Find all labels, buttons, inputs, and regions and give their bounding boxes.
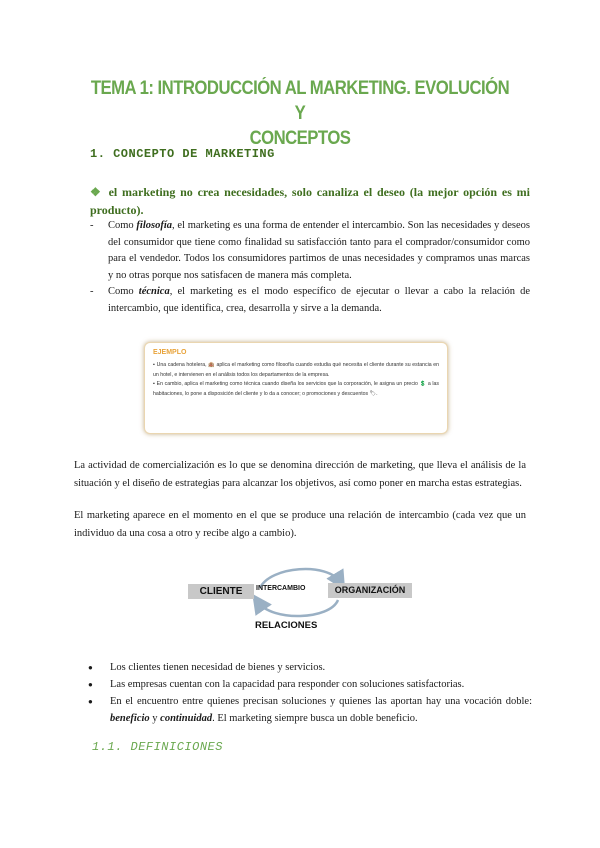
section-heading-concepto: 1. CONCEPTO DE MARKETING xyxy=(90,147,275,161)
example-card-body xyxy=(153,361,439,399)
term-continuidad: continuidad xyxy=(160,713,213,724)
diagram-box-cliente: CLIENTE xyxy=(188,584,254,599)
page-title-line1: TEMA 1: INTRODUCCIÓN AL MARKETING. EVOLUCIÓN Y xyxy=(90,78,510,124)
definition-filosofia-after: , el marketing es una forma de entender el intercambio. Son las necesidades y deseos del consumidor que tiene como finalidad su satisfacción tanto para el comprador/consumidor como para el vendedor. Todos los consumidores partimos de unas necesidades y compramos unas marcas y no otras porque nos satisfacen de manera más completa. xyxy=(108,220,530,281)
paragraph-direccion-marketing: La actividad de comercialización es lo que se denomina dirección de marketing, que lleva el análisis de la situación y el diseño de estrategias para alcanzar los objetivos, así como poner en marcha estas estrategias. xyxy=(74,460,526,489)
list-item-text-before: En el encuentro entre quienes precisan soluciones y quienes las aportan hay una vocación doble: xyxy=(110,696,532,707)
dash-marker: - xyxy=(90,220,94,231)
list-item-text-after: . El marketing siempre busca un doble beneficio. xyxy=(212,713,418,724)
diagram-label-intercambio: INTERCAMBIO xyxy=(256,585,306,592)
arrow-bottom xyxy=(258,600,338,616)
key-statement-text: el marketing no crea necesidades, solo canaliza el deseo (la mejor opción es mi producto). xyxy=(90,185,531,217)
paragraph-relacion-intercambio: El marketing aparece en el momento en el que se produce una relación de intercambio (cada vez que un individuo da una cosa a otro y recibe algo a cambio). xyxy=(74,510,526,539)
term-tecnica: técnica xyxy=(138,286,170,297)
example-card xyxy=(144,342,448,434)
definition-tecnica xyxy=(90,284,530,317)
example-card-line2: ▪ En cambio, aplica el marketing como técnica cuando diseña los servicios que la corporación, le asigna un precio 💲 a las habitaciones, lo pone a disposición del cliente y lo da a conocer; o promociones y descuentos 🏷. xyxy=(153,381,439,397)
page-title xyxy=(89,76,511,151)
definition-tecnica-after: , el marketing es el modo específico de ejecutar o llevar a cabo la relación de intercambio, que identifica, crea, desarrolla y sirve a la demanda. xyxy=(108,286,531,314)
bullet-dot-icon: ● xyxy=(88,680,93,689)
example-card-line1: ▪ Una cadena hotelera, 🏨 aplica el marketing como filosofía cuando estudia qué necesita el cliente durante su estancia en un hotel, e intervienen en el análisis todos los departamentos de la empresa. xyxy=(153,362,439,378)
list-item-text: Los clientes tienen necesidad de bienes y servicios. xyxy=(110,662,326,673)
definition-filosofia-before: Como xyxy=(108,220,137,231)
term-beneficio: beneficio xyxy=(110,713,150,724)
list-item-text-mid: y xyxy=(149,713,161,724)
diagram-box-organizacion: ORGANIZACIÓN xyxy=(328,583,412,598)
key-statement xyxy=(90,183,530,219)
bullet-dot-icon: ● xyxy=(88,663,93,672)
list-item xyxy=(86,659,532,676)
definition-tecnica-before: Como xyxy=(108,286,139,297)
page-title-line2: CONCEPTOS xyxy=(249,128,351,149)
list-item xyxy=(86,676,532,693)
example-card-heading: EJEMPLO xyxy=(153,349,187,356)
list-item xyxy=(86,693,532,727)
diagram-label-relaciones: RELACIONES xyxy=(255,620,318,631)
bullet-dot-icon: ● xyxy=(88,697,93,706)
definition-filosofia xyxy=(90,218,530,284)
exchange-diagram xyxy=(180,560,420,640)
dash-marker: - xyxy=(90,286,94,297)
section-heading-definiciones: 1.1. DEFINICIONES xyxy=(92,740,223,754)
bullet-list xyxy=(86,659,532,727)
term-filosofia: filosofía xyxy=(136,220,173,231)
list-item-text: Las empresas cuentan con la capacidad para responder con soluciones satisfactorias. xyxy=(110,679,465,690)
diamond-bullet-icon: ❖ xyxy=(90,185,103,199)
